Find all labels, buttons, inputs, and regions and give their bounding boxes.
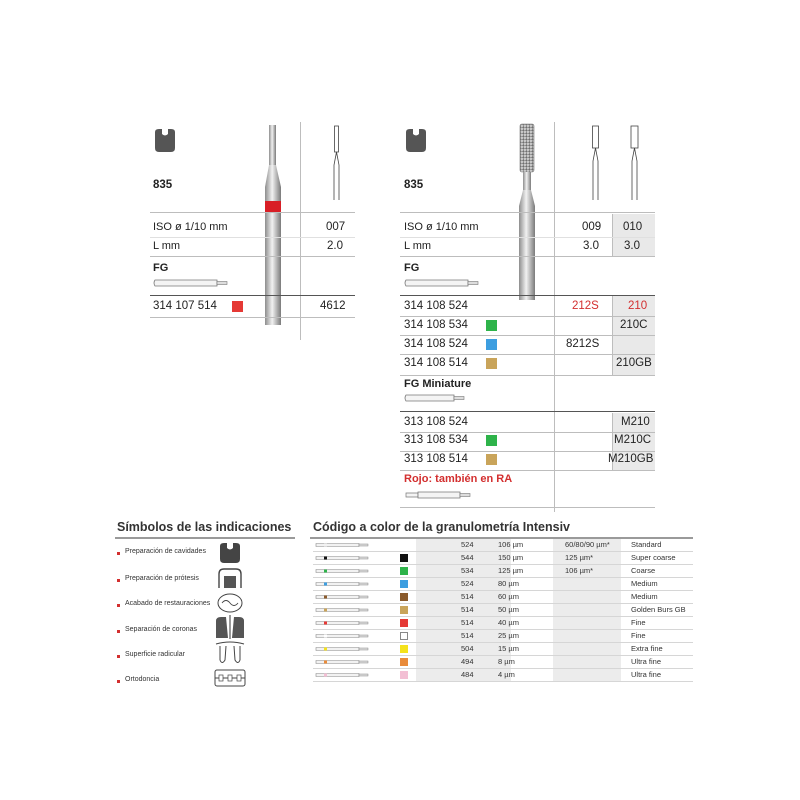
grit-row xyxy=(313,669,693,682)
iso-label-right: ISO ø 1/10 mm xyxy=(404,221,479,233)
grit-color-swatch xyxy=(400,645,408,653)
grit-bur-icon xyxy=(315,632,371,640)
grit-extra: 60/80/90 µm* xyxy=(565,540,610,549)
crown-separation-icon xyxy=(214,615,246,639)
fg-row-code: 314 108 534 xyxy=(404,319,468,331)
grit-code: 524 xyxy=(461,579,474,588)
mini-row-code: 313 108 524 xyxy=(404,416,468,428)
grit-table-title: Código a color de la granulometría Intensiv xyxy=(313,520,570,534)
grit-size: 40 µm xyxy=(498,618,519,627)
grit-name: Ultra fine xyxy=(631,670,662,679)
grit-code: 484 xyxy=(461,670,474,679)
bur-image-right xyxy=(512,122,542,300)
grit-color-swatch xyxy=(400,632,408,640)
grit-bur-icon xyxy=(315,619,371,627)
grit-name: Standard xyxy=(631,540,662,549)
shank-label-right: FG xyxy=(404,262,420,274)
grit-row xyxy=(313,630,693,643)
grit-row xyxy=(313,552,693,565)
indication-item: Superficie radicular xyxy=(125,651,185,658)
grit-color-swatch xyxy=(400,541,408,549)
grit-swatch-gold xyxy=(486,358,497,369)
grit-color-swatch xyxy=(400,606,408,614)
order-number-left: 314 107 514 xyxy=(153,300,217,312)
grit-color-swatch xyxy=(400,619,408,627)
iso-value-left: 007 xyxy=(326,221,346,233)
grit-color-swatch xyxy=(400,593,408,601)
grit-swatch-green xyxy=(486,320,497,331)
grit-swatch-gold xyxy=(486,454,497,465)
ref-left: 4612 xyxy=(320,300,346,312)
grit-name: Coarse xyxy=(631,566,656,575)
grit-swatch-blue xyxy=(486,339,497,350)
shank-ra-icon xyxy=(404,490,474,500)
grit-name: Medium xyxy=(631,592,658,601)
fg-row-code: 314 108 514 xyxy=(404,357,468,369)
mini-row-code: 313 108 514 xyxy=(404,453,468,465)
grit-bur-icon xyxy=(315,580,371,588)
grit-size: 8 µm xyxy=(498,657,515,666)
bur-outline-right-1 xyxy=(589,125,603,201)
grit-row xyxy=(313,656,693,669)
grit-code: 514 xyxy=(461,592,474,601)
shank-fg-icon xyxy=(153,278,231,288)
fg-row-ref1: 8212S xyxy=(566,338,600,350)
grit-name: Extra fine xyxy=(631,644,663,653)
indication-item: Ortodoncia xyxy=(125,676,160,683)
prosthesis-preparation-icon xyxy=(216,566,244,590)
grit-size: 60 µm xyxy=(498,592,519,601)
grit-extra: 125 µm* xyxy=(565,553,594,562)
grit-bur-icon xyxy=(315,658,371,666)
grit-color-swatch xyxy=(400,658,408,666)
grit-name: Medium xyxy=(631,579,658,588)
indications-title: Símbolos de las indicaciones xyxy=(117,520,292,534)
grit-code: 544 xyxy=(461,553,474,562)
grit-row xyxy=(313,617,693,630)
grit-bur-icon xyxy=(315,541,371,549)
indication-item: Preparación de cavidades xyxy=(125,548,206,555)
grit-row xyxy=(313,565,693,578)
indication-item: Separación de coronas xyxy=(125,626,197,633)
grit-bur-icon xyxy=(315,671,371,679)
indication-item: Preparación de prótesis xyxy=(125,575,199,582)
iso-label-left: ISO ø 1/10 mm xyxy=(153,221,228,233)
cavity-preparation-icon xyxy=(218,542,242,564)
grit-bur-icon xyxy=(315,554,371,562)
indication-item: Acabado de restauraciones xyxy=(125,600,211,607)
length-value-right-2: 3.0 xyxy=(624,240,640,252)
grit-name: Fine xyxy=(631,618,646,627)
tooth-cavity-icon-right xyxy=(404,128,428,154)
grit-bur-icon xyxy=(315,606,371,614)
grit-swatch-red xyxy=(232,301,243,312)
orthodontics-icon xyxy=(214,668,246,688)
mini-row-ref: M210 xyxy=(621,416,650,428)
iso-value-right-1: 009 xyxy=(582,221,602,233)
grit-name: Ultra fine xyxy=(631,657,662,666)
tooth-cavity-icon xyxy=(153,128,177,154)
grit-color-swatch xyxy=(400,580,408,588)
grit-code: 514 xyxy=(461,618,474,627)
grit-size: 4 µm xyxy=(498,670,515,679)
grit-color-swatch xyxy=(400,554,408,562)
shank-mini-icon xyxy=(404,393,468,403)
grit-size: 50 µm xyxy=(498,605,519,614)
shank-label-left: FG xyxy=(153,262,169,274)
shape-code-left: 835 xyxy=(153,179,173,191)
grit-row xyxy=(313,591,693,604)
fg-row-code: 314 108 524 xyxy=(404,338,468,350)
grit-code: 524 xyxy=(461,540,474,549)
bur-outline-right-2 xyxy=(628,125,642,201)
length-value-right-1: 3.0 xyxy=(583,240,599,252)
grit-bur-icon xyxy=(315,645,371,653)
grit-bur-icon xyxy=(315,593,371,601)
fg-row-code: 314 108 524 xyxy=(404,300,468,312)
grit-size: 150 µm xyxy=(498,553,524,562)
grit-row xyxy=(313,643,693,656)
grit-code: 494 xyxy=(461,657,474,666)
length-value-left: 2.0 xyxy=(327,240,343,252)
fg-row-ref2: 210GB xyxy=(616,357,652,369)
grit-size: 25 µm xyxy=(498,631,519,640)
grit-extra: 106 µm* xyxy=(565,566,594,575)
grit-name: Fine xyxy=(631,631,646,640)
mini-row-ref: M210C xyxy=(614,434,652,446)
grit-swatch-green xyxy=(486,435,497,446)
shank-fg-icon-right xyxy=(404,278,482,288)
grit-code: 514 xyxy=(461,631,474,640)
restoration-finishing-icon xyxy=(216,592,244,614)
fg-miniature-label: FG Miniature xyxy=(404,378,472,390)
grit-size: 80 µm xyxy=(498,579,519,588)
mini-row-code: 313 108 534 xyxy=(404,434,468,446)
grit-code: 514 xyxy=(461,605,474,614)
length-label-left: L mm xyxy=(153,240,181,252)
fg-row-ref2: 210 xyxy=(628,300,648,312)
grit-bur-icon xyxy=(315,567,371,575)
fg-row-ref1: 212S xyxy=(572,300,599,312)
grit-code: 504 xyxy=(461,644,474,653)
grit-size: 125 µm xyxy=(498,566,524,575)
ra-note: Rojo: también en RA xyxy=(404,473,513,485)
grit-color-swatch xyxy=(400,671,408,679)
grit-name: Golden Burs GB xyxy=(631,605,686,614)
fg-row-ref2: 210C xyxy=(620,319,648,331)
length-label-right: L mm xyxy=(404,240,432,252)
grit-size: 106 µm xyxy=(498,540,524,549)
shape-code-right: 835 xyxy=(404,179,424,191)
iso-value-right-2: 010 xyxy=(623,221,643,233)
mini-row-ref: M210GB xyxy=(608,453,654,465)
root-surface-icon xyxy=(214,640,246,666)
grit-size: 15 µm xyxy=(498,644,519,653)
grit-row xyxy=(313,539,693,552)
grit-code: 534 xyxy=(461,566,474,575)
grit-name: Super coarse xyxy=(631,553,676,562)
grit-color-swatch xyxy=(400,567,408,575)
grit-row xyxy=(313,578,693,591)
grit-row xyxy=(313,604,693,617)
bur-outline-left xyxy=(330,125,344,201)
